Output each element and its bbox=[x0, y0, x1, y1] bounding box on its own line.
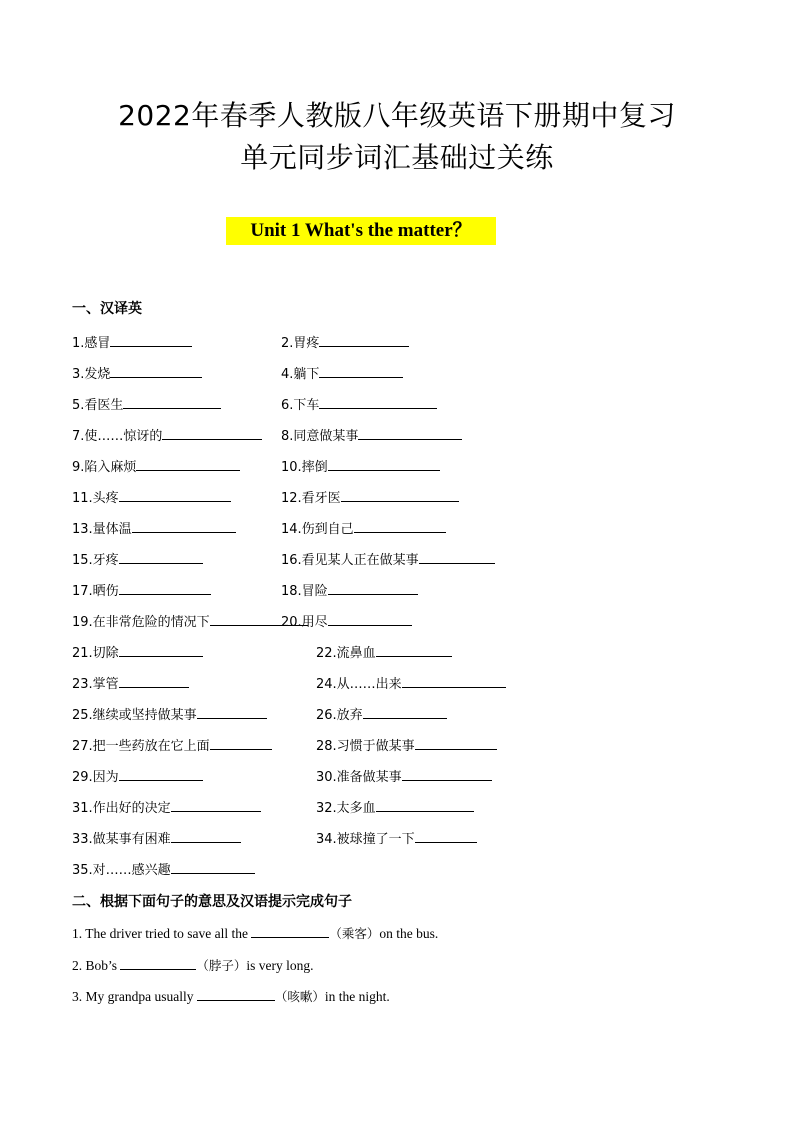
vocab-item bbox=[72, 363, 202, 385]
vocab-item bbox=[281, 425, 462, 447]
sentence-text-after: in the night. bbox=[324, 989, 390, 1004]
answer-blank[interactable] bbox=[328, 611, 412, 626]
vocab-item bbox=[72, 456, 240, 478]
sentence-item bbox=[72, 955, 314, 976]
vocab-item bbox=[72, 704, 267, 726]
sentence-text-before: 2. Bob’s bbox=[72, 958, 121, 973]
answer-blank[interactable] bbox=[171, 828, 241, 843]
vocab-item-label: 22.流鼻血 bbox=[316, 646, 376, 661]
answer-blank[interactable] bbox=[328, 456, 440, 471]
answer-blank[interactable] bbox=[358, 425, 462, 440]
vocab-item bbox=[72, 797, 261, 819]
answer-blank[interactable] bbox=[328, 580, 418, 595]
answer-blank[interactable] bbox=[402, 673, 506, 688]
answer-blank[interactable] bbox=[363, 704, 447, 719]
vocab-item-label: 32.太多血 bbox=[316, 801, 376, 816]
vocab-item bbox=[72, 611, 308, 633]
vocab-item bbox=[316, 673, 506, 695]
answer-blank[interactable] bbox=[119, 549, 203, 564]
vocab-item bbox=[316, 704, 447, 726]
vocab-item-label: 2.胃疼 bbox=[281, 336, 320, 351]
vocab-item-label: 3.发烧 bbox=[72, 367, 111, 382]
vocab-item-label: 9.陷入麻烦 bbox=[72, 460, 137, 475]
vocab-item bbox=[72, 828, 241, 850]
vocab-item-label: 27.把一些药放在它上面 bbox=[72, 739, 210, 754]
vocab-item bbox=[281, 456, 440, 478]
vocab-item-label: 1.感冒 bbox=[72, 336, 111, 351]
answer-blank[interactable] bbox=[415, 735, 497, 750]
answer-blank[interactable] bbox=[376, 642, 452, 657]
vocab-item bbox=[281, 487, 459, 509]
vocab-item-label: 23.掌管 bbox=[72, 677, 119, 692]
answer-blank[interactable] bbox=[162, 425, 262, 440]
chinese-hint: （乘客） bbox=[329, 926, 380, 941]
sentence-item bbox=[72, 923, 438, 944]
vocab-item bbox=[316, 766, 492, 788]
vocab-item bbox=[72, 859, 255, 881]
answer-blank[interactable] bbox=[110, 332, 192, 347]
vocab-item-label: 26.放弃 bbox=[316, 708, 363, 723]
answer-blank[interactable] bbox=[171, 859, 255, 874]
chinese-hint: （咳嗽） bbox=[274, 989, 325, 1004]
vocab-item-label: 30.准备做某事 bbox=[316, 770, 402, 785]
vocab-item bbox=[72, 394, 221, 416]
vocab-item bbox=[316, 797, 474, 819]
vocab-item bbox=[72, 487, 231, 509]
vocab-item-label: 4.躺下 bbox=[281, 367, 320, 382]
vocab-item-label: 5.看医生 bbox=[72, 398, 124, 413]
answer-blank[interactable] bbox=[197, 986, 275, 1001]
answer-blank[interactable] bbox=[419, 549, 495, 564]
page-title-line2: 单元同步词汇基础过关练 bbox=[240, 141, 554, 174]
vocab-item-label: 18.冒险 bbox=[281, 584, 328, 599]
vocab-item-label: 10.摔倒 bbox=[281, 460, 328, 475]
vocab-item-label: 29.因为 bbox=[72, 770, 119, 785]
vocab-item-label: 31.作出好的决定 bbox=[72, 801, 171, 816]
answer-blank[interactable] bbox=[251, 923, 329, 938]
section2-heading: 二、根据下面句子的意思及汉语提示完成句子 bbox=[72, 894, 352, 910]
vocab-item-label: 35.对……感兴趣 bbox=[72, 863, 171, 878]
answer-blank[interactable] bbox=[319, 332, 409, 347]
vocab-item-label: 17.晒伤 bbox=[72, 584, 119, 599]
sentence-text-after: is very long. bbox=[246, 958, 314, 973]
answer-blank[interactable] bbox=[119, 642, 203, 657]
answer-blank[interactable] bbox=[123, 394, 221, 409]
vocab-item-label: 13.量体温 bbox=[72, 522, 132, 537]
answer-blank[interactable] bbox=[120, 955, 196, 970]
answer-blank[interactable] bbox=[354, 518, 446, 533]
sentence-text-before: 1. The driver tried to save all the bbox=[72, 926, 252, 941]
vocab-item-label: 25.继续或坚持做某事 bbox=[72, 708, 197, 723]
vocab-item bbox=[72, 518, 236, 540]
vocab-item bbox=[281, 363, 403, 385]
vocab-item-label: 15.牙疼 bbox=[72, 553, 119, 568]
chinese-hint: （脖子） bbox=[196, 958, 247, 973]
sentence-text-after: on the bus. bbox=[379, 926, 439, 941]
answer-blank[interactable] bbox=[119, 487, 231, 502]
vocab-item bbox=[281, 332, 409, 354]
answer-blank[interactable] bbox=[119, 766, 203, 781]
answer-blank[interactable] bbox=[210, 735, 272, 750]
answer-blank[interactable] bbox=[376, 797, 474, 812]
answer-blank[interactable] bbox=[136, 456, 240, 471]
vocab-item bbox=[281, 394, 437, 416]
unit-title-highlight: Unit 1 What's the matter？ bbox=[226, 217, 496, 245]
answer-blank[interactable] bbox=[197, 704, 267, 719]
vocab-item bbox=[281, 580, 418, 602]
section1-heading: 一、汉译英 bbox=[72, 301, 142, 317]
answer-blank[interactable] bbox=[171, 797, 261, 812]
sentence-item bbox=[72, 986, 390, 1007]
answer-blank[interactable] bbox=[341, 487, 459, 502]
vocab-item-label: 24.从……出来 bbox=[316, 677, 402, 692]
vocab-item-label: 7.使……惊讶的 bbox=[72, 429, 163, 444]
vocab-item bbox=[316, 735, 497, 757]
sentence-text-before: 3. My grandpa usually bbox=[72, 989, 197, 1004]
vocab-item bbox=[316, 828, 477, 850]
vocab-item-label: 6.下车 bbox=[281, 398, 320, 413]
answer-blank[interactable] bbox=[319, 363, 403, 378]
vocab-item bbox=[72, 425, 262, 447]
vocab-item bbox=[72, 766, 203, 788]
page-title-line1: 2022年春季人教版八年级英语下册期中复习 bbox=[118, 99, 676, 132]
vocab-item bbox=[72, 642, 203, 664]
answer-blank[interactable] bbox=[402, 766, 492, 781]
vocab-item bbox=[72, 735, 272, 757]
vocab-item bbox=[72, 580, 211, 602]
vocab-item-label: 34.被球撞了一下 bbox=[316, 832, 415, 847]
vocab-item bbox=[72, 673, 189, 695]
vocab-item-label: 11.头疼 bbox=[72, 491, 119, 506]
answer-blank[interactable] bbox=[110, 363, 202, 378]
answer-blank[interactable] bbox=[132, 518, 236, 533]
vocab-item bbox=[281, 611, 412, 633]
answer-blank[interactable] bbox=[119, 580, 211, 595]
vocab-item bbox=[281, 549, 495, 571]
vocab-item-label: 21.切除 bbox=[72, 646, 119, 661]
vocab-item bbox=[281, 518, 446, 540]
vocab-item-label: 12.看牙医 bbox=[281, 491, 341, 506]
vocab-item-label: 20.用尽 bbox=[281, 615, 328, 630]
answer-blank[interactable] bbox=[415, 828, 477, 843]
vocab-item-label: 8.同意做某事 bbox=[281, 429, 359, 444]
vocab-item-label: 33.做某事有困难 bbox=[72, 832, 171, 847]
vocab-item-label: 16.看见某人正在做某事 bbox=[281, 553, 419, 568]
vocab-item bbox=[72, 332, 192, 354]
vocab-item-label: 14.伤到自己 bbox=[281, 522, 354, 537]
vocab-item-label: 19.在非常危险的情况下 bbox=[72, 615, 210, 630]
vocab-item-label: 28.习惯于做某事 bbox=[316, 739, 415, 754]
answer-blank[interactable] bbox=[119, 673, 189, 688]
vocab-item bbox=[316, 642, 452, 664]
answer-blank[interactable] bbox=[319, 394, 437, 409]
vocab-item bbox=[72, 549, 203, 571]
